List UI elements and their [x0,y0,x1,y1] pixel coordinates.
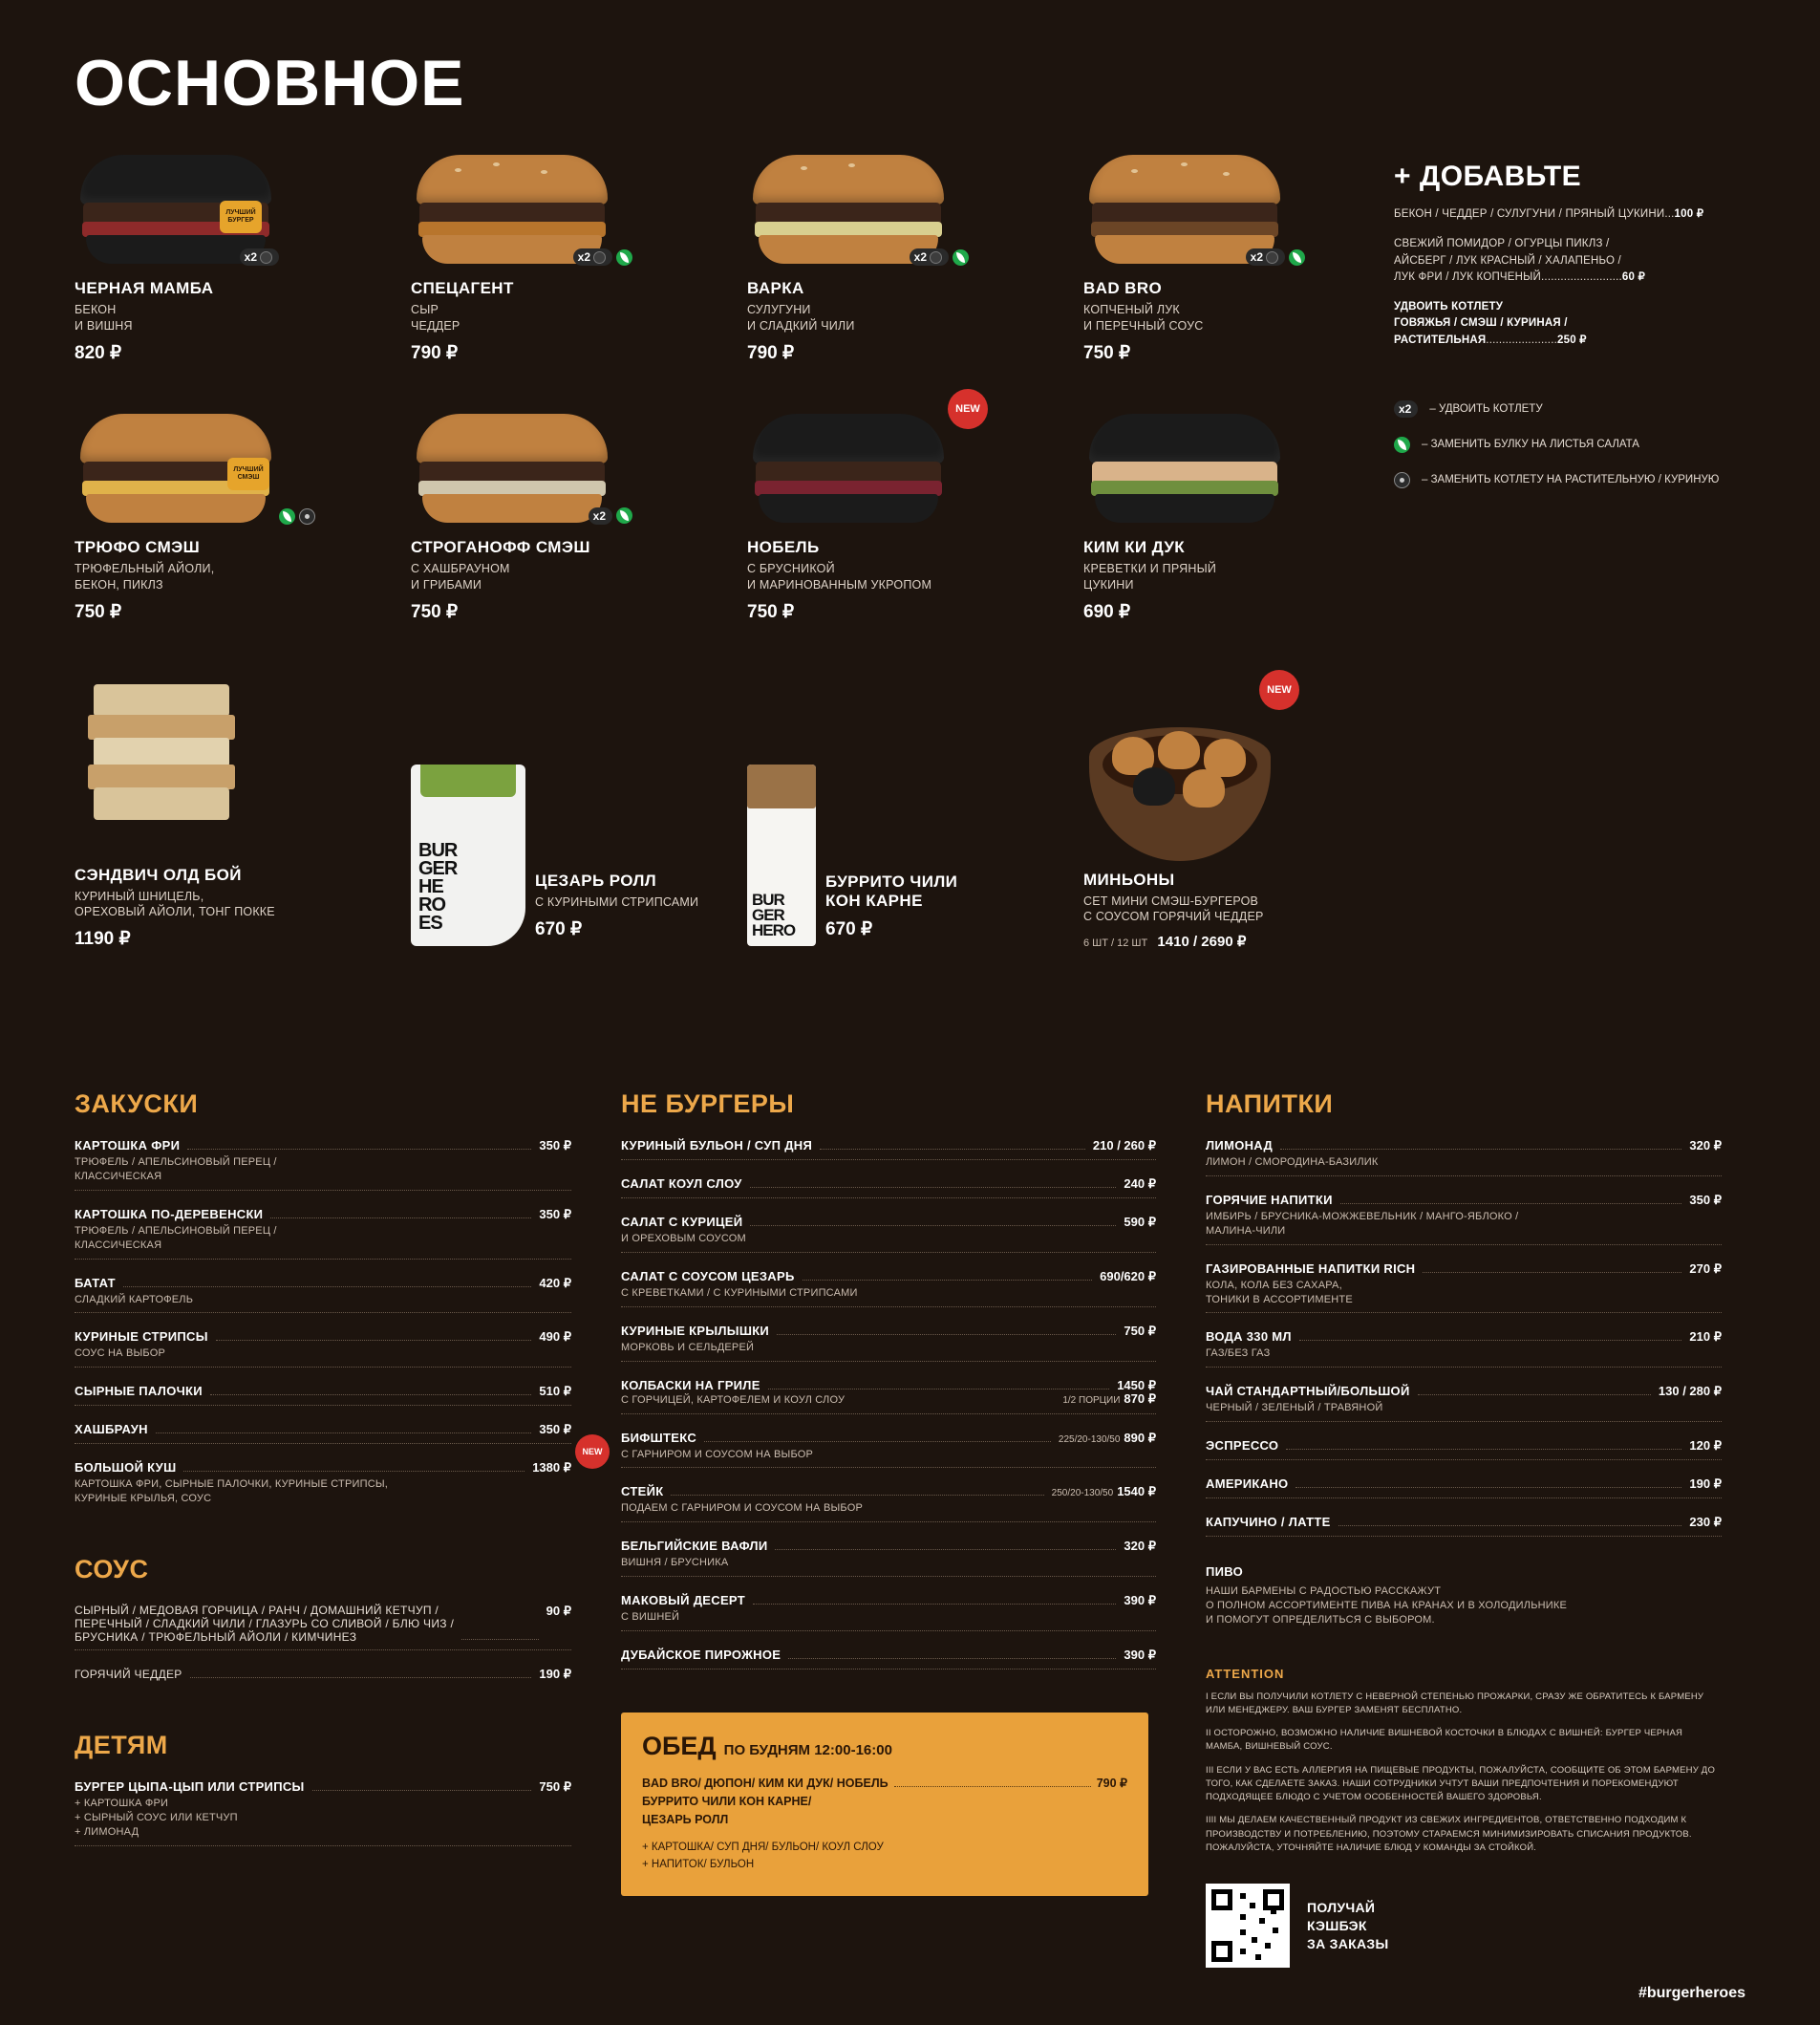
item-price: 420 ₽ [539,1275,571,1290]
menu-item[interactable] [75,1329,571,1384]
item-price: 350 ₽ [539,1138,571,1153]
item-desc: ТРЮФЕЛЬ / АПЕЛЬСИНОВЫЙ ПЕРЕЦ / КЛАССИЧЕСКАЯ [75,1156,277,1183]
burger-price: 750 ₽ [747,601,795,622]
item-name: ЦЕЗАРЬ РОЛЛ [535,872,657,891]
burrito-icon [747,765,816,946]
item-name: КУРИНЫЙ БУЛЬОН / СУП ДНЯ [621,1138,813,1153]
legend-row-veg-patty [1394,472,1745,488]
addon-row: СВЕЖИЙ ПОМИДОР / ОГУРЦЫ ПИКЛЗ / АЙСБЕРГ / ЛУК КРАСНЫЙ / ХАЛАПЕНЬО / ЛУК ФРИ / ЛУК КОПЧЕНЫЙ.........................60 ₽ [1394,238,1646,283]
legend-text: – ЗАМЕНИТЬ БУЛКУ НА ЛИСТЬЯ САЛАТА [1422,439,1639,451]
item-desc: ПОДАЕМ С ГАРНИРОМ И СОУСОМ НА ВЫБОР [621,1502,864,1515]
item-name: ГОРЯЧИЙ ЧЕДДЕР [75,1668,182,1681]
qr-code-icon[interactable] [1206,1884,1290,1968]
item-desc: ЛИМОН / СМОРОДИНА-БАЗИЛИК [1206,1156,1379,1169]
item-name: СЭНДВИЧ ОЛД БОЙ [75,865,242,884]
item-desc: ТРЮФЕЛЬ / АПЕЛЬСИНОВЫЙ ПЕРЕЦ / КЛАССИЧЕСКАЯ [75,1224,277,1251]
item-weight: 250/20-130/50 [1051,1488,1114,1499]
burger-badges [910,248,969,266]
burger-badges [240,248,279,266]
item-desc: И ОРЕХОВЫМ СОУСОМ [621,1233,746,1245]
badge-double-patty: x2 [573,248,612,266]
item-price: 90 ₽ [546,1604,571,1618]
menu-item[interactable] [621,1648,1156,1686]
menu-item[interactable] [621,1539,1156,1593]
item-name: ЛИМОНАД [1206,1138,1274,1153]
item-price: 210 / 260 ₽ [1092,1138,1156,1153]
menu-item[interactable] [1206,1476,1722,1515]
burger-desc: СЫР ЧЕДДЕР [411,303,460,333]
item-weight: 225/20-130/50 [1058,1433,1121,1445]
burger-price: 790 ₽ [411,342,459,363]
menu-item[interactable] [75,1384,571,1422]
burger-image [75,404,411,528]
item-half-price: 870 ₽ [1124,1390,1156,1406]
burger-badges [1246,248,1305,266]
burger-card-kim-ki-duk[interactable] [1083,404,1420,623]
item-price: 350 ₽ [539,1422,571,1437]
new-badge: NEW [1259,670,1299,710]
item-name: ДУБАЙСКОЕ ПИРОЖНОЕ [621,1648,782,1662]
item-desc: КАРТОШКА ФРИ, СЫРНЫЕ ПАЛОЧКИ, КУРИНЫЕ СТРИПСЫ, КУРИНЫЕ КРЫЛЬЯ, СОУС [75,1478,389,1505]
burger-price: 750 ₽ [75,601,122,622]
lunch-title: ОБЕД [642,1732,717,1760]
item-name: ГОРЯЧИЕ НАПИТКИ [1206,1193,1333,1208]
item-name: МИНЬОНЫ [1083,870,1175,889]
item-desc: С КРЕВЕТКАМИ / С КУРИНЫМИ СТРИПСАМИ [621,1287,858,1300]
burger-name: СПЕЦАГЕНТ [411,279,514,297]
menu-item[interactable] [75,1138,571,1207]
badge-double-patty-icon: x2 [1394,400,1418,418]
item-name: СТЕЙК [621,1484,664,1499]
veg-patty-icon [1394,472,1410,488]
badge-double-patty: x2 [1246,248,1285,266]
addons-panel [1394,161,1745,507]
sandwich-icon [80,684,243,856]
wrap-label: BUR GER HE RO ES [418,840,458,935]
burger-row-3 [75,665,1745,951]
item-price: 1410 / 2690 ₽ [1157,934,1247,951]
burger-price: 820 ₽ [75,342,122,363]
addon-text: БЕКОН / ЧЕДДЕР / СУЛУГУНИ / ПРЯНЫЙ ЦУКИНИ [1394,208,1665,220]
addon-price: 60 ₽ [1621,270,1646,283]
burger-card-chernaya-mamba[interactable] [75,145,411,364]
beer-block [1206,1564,1722,1634]
item-desc: С ГАРНИРОМ И СОУСОМ НА ВЫБОР [621,1448,814,1460]
item-price: 270 ₽ [1689,1260,1722,1276]
burger-badges [589,507,632,525]
burger-card-varka[interactable] [747,145,1083,364]
item-price: 240 ₽ [1124,1176,1156,1192]
menu-item[interactable] [621,1324,1156,1378]
menu-item[interactable] [1206,1261,1722,1330]
item-price: 320 ₽ [1689,1138,1722,1153]
burger-price: 750 ₽ [1083,342,1131,363]
attention-paragraph: II ОСТОРОЖНО, ВОЗМОЖНО НАЛИЧИЕ ВИШНЕВОЙ КОСТОЧКИ В БЛЮДАХ С ВИШНЕЙ: БУРГЕР ЧЕРНАЯ МАМБА, ВИШНЕВЫЙ СОУС. [1206,1728,1683,1753]
menu-item[interactable] [621,1484,1156,1539]
menu-item[interactable] [621,1138,1156,1176]
menu-item[interactable] [75,1276,571,1330]
burger-image [411,404,747,528]
addon-price: 100 ₽ [1674,208,1704,220]
menu-item[interactable] [1206,1138,1722,1193]
item-name: БИФШТЕКС [621,1430,697,1445]
item-half-label: 1/2 ПОРЦИИ [1062,1394,1121,1406]
item-price: 750 ₽ [1124,1323,1156,1338]
lunch-subtitle: ПО БУДНЯМ 12:00-16:00 [723,1742,892,1758]
beer-desc: НАШИ БАРМЕНЫ С РАДОСТЬЮ РАССКАЖУТ О ПОЛНОМ АССОРТИМЕНТЕ ПИВА НА КРАНАХ И В ХОЛОДИЛЬНИКЕ И ПОМОГУТ ОПРЕДЕЛИТЬСЯ С ВЫБОРОМ. [1206,1585,1568,1626]
new-badge: NEW [948,389,988,429]
column-drinks [1206,1089,1722,1968]
burger-desc: КРЕВЕТКИ И ПРЯНЫЙ ЦУКИНИ [1083,561,1217,592]
attention-paragraph: IIII МЫ ДЕЛАЕМ КАЧЕСТВЕННЫЙ ПРОДУКТ ИЗ СВЕЖИХ ИНГРЕДИЕНТОВ, ОТВЕТСТВЕННО ПОДХОДИМ К ПРОИЗВОДСТВУ И ПОТРЕБЛЕНИЮ, ПОЭТОМУ СТАРАЕМСЯ МИНИМИЗИРОВАТЬ СПИСАНИЯ ПРОДУКТОВ. ПОЖАЛУЙСТА, УТОЧНЯЙТЕ НАЛИЧИЕ БЛЮД У КОМАНДЫ ЗА СТОЙКОЙ. [1206,1815,1692,1853]
item-price: 510 ₽ [539,1384,571,1399]
burger-card-bad-bro[interactable] [1083,145,1420,364]
burger-badges [573,248,632,266]
column-snacks [75,1089,571,1968]
award-icon: ЛУЧШИЙ БУРГЕР [220,201,262,233]
wrap-icon [411,765,525,946]
menu-item[interactable] [621,1176,1156,1215]
menu-item[interactable] [1206,1384,1722,1438]
section-title-sauce: СОУС [75,1555,149,1583]
item-desc: + КАРТОШКА ФРИ + СЫРНЫЙ СОУС ИЛИ КЕТЧУП + ЛИМОНАД [75,1798,238,1838]
legend-row-double [1394,400,1745,418]
item-price: 350 ₽ [539,1206,571,1221]
legend-row-salad-bun [1394,437,1745,453]
item-desc: С ВИШНЕЙ [621,1611,680,1624]
burger-icon [417,414,608,528]
burger-image [1083,145,1420,269]
item-card-burrito-chili-con-carne[interactable] [747,765,1083,950]
brand-hashtag: #burgerheroes [1638,1985,1745,2002]
item-card-caesar-roll[interactable] [411,765,747,950]
item-desc: КОЛА, КОЛА БЕЗ САХАРА, ТОНИКИ В АССОРТИМЕНТЕ [1206,1279,1353,1305]
addon-text: УДВОИТЬ КОТЛЕТУ ГОВЯЖЬЯ / СМЭШ / КУРИНАЯ / РАСТИТЕЛЬНАЯ [1394,301,1568,346]
section-title-kids: ДЕТЯМ [75,1731,168,1759]
item-price: 390 ₽ [1124,1593,1156,1608]
item-name: КАРТОШКА ФРИ [75,1138,181,1153]
menu-item[interactable] [75,1667,571,1689]
item-name: АМЕРИКАНО [1206,1476,1289,1492]
burger-price: 790 ₽ [747,342,795,363]
burger-desc: КОПЧЕНЫЙ ЛУК И ПЕРЕЧНЫЙ СОУС [1083,303,1204,333]
burger-name: ТРЮФО СМЭШ [75,537,201,556]
burger-image [747,145,1083,269]
item-desc: С ГОРЧИЦЕЙ, КАРТОФЕЛЕМ И КОУЛ СЛОУ [621,1393,846,1406]
item-name: КОЛБАСКИ НА ГРИЛЕ [621,1377,760,1392]
sandwich-image [75,665,411,856]
veg-patty-icon [299,508,315,525]
addon-row: БЕКОН / ЧЕДДЕР / СУЛУГУНИ / ПРЯНЫЙ ЦУКИНИ...100 ₽ [1394,208,1704,220]
item-name: КУРИНЫЕ СТРИПСЫ [75,1329,208,1345]
item-price: 690/620 ₽ [1100,1269,1156,1284]
item-desc: ГАЗ/БЕЗ ГАЗ [1206,1347,1271,1360]
addon-text: СВЕЖИЙ ПОМИДОР / ОГУРЦЫ ПИКЛЗ / АЙСБЕРГ / ЛУК КРАСНЫЙ / ХАЛАПЕНЬО / ЛУК ФРИ / ЛУК КОПЧЕНЫЙ [1394,238,1621,283]
menu-item[interactable] [75,1422,571,1460]
burger-card-nobel[interactable] [747,404,1083,623]
leaf-icon [616,507,632,524]
legend-text: – ЗАМЕНИТЬ КОТЛЕТУ НА РАСТИТЕЛЬНУЮ / КУРИНУЮ [1422,474,1720,486]
menu-item[interactable] [1206,1438,1722,1476]
item-desc: С КУРИНЫМИ СТРИПСАМИ [535,895,699,910]
item-price: 230 ₽ [1689,1515,1722,1530]
item-name: КАРТОШКА ПО-ДЕРЕВЕНСКИ [75,1206,264,1221]
item-name: БЕЛЬГИЙСКИЕ ВАФЛИ [621,1539,768,1554]
legend-text: – УДВОИТЬ КОТЛЕТУ [1429,402,1543,415]
item-price: 750 ₽ [539,1779,571,1794]
item-price: 490 ₽ [539,1329,571,1345]
burger-name: BAD BRO [1083,279,1163,297]
item-name: БУРРИТО ЧИЛИ КОН КАРНЕ [825,872,958,911]
item-name: ГАЗИРОВАННЫЕ НАПИТКИ RICH [1206,1260,1416,1276]
burger-desc: ТРЮФЕЛЬНЫЙ АЙОЛИ, БЕКОН, ПИКЛЗ [75,561,215,592]
burger-card-specagent[interactable] [411,145,747,364]
burger-name: ЧЕРНАЯ МАМБА [75,279,214,297]
item-card-sandwich-old-boy[interactable] [75,665,411,951]
item-desc: СЛАДКИЙ КАРТОФЕЛЬ [75,1293,194,1305]
item-name: БАТАТ [75,1275,116,1290]
burger-image [75,145,411,269]
attention-paragraph: I ЕСЛИ ВЫ ПОЛУЧИЛИ КОТЛЕТУ С НЕВЕРНОЙ СТЕПЕНЬЮ ПРОЖАРКИ, СРАЗУ ЖЕ ОБРАТИТЕСЬ К БАРМЕНУ ИЛИ МЕНЕДЖЕРУ. ВАШ БУРГЕР ЗАМЕНЯТ БЕСПЛАТНО. [1206,1691,1704,1715]
badge-double-patty: x2 [910,248,949,266]
bowl-icon [1089,718,1271,861]
lunch-price: 790 ₽ [1096,1777,1127,1790]
burger-desc: БЕКОН И ВИШНЯ [75,303,133,333]
menu-item[interactable] [582,1430,1156,1485]
item-desc: МОРКОВЬ И СЕЛЬДЕРЕЙ [621,1341,755,1353]
bowl-image [1083,670,1420,861]
legend [1394,400,1745,488]
item-price-value: 1540 ₽ [1117,1484,1156,1499]
leaf-icon [1289,249,1305,266]
beer-title: ПИВО [1206,1564,1244,1580]
menu-item[interactable] [1206,1515,1722,1553]
menu-item[interactable] [75,1460,571,1513]
item-price: 390 ₽ [1124,1648,1156,1662]
burger-card-stroganoff-smesh[interactable] [411,404,747,623]
item-desc: ВИШНЯ / БРУСНИКА [621,1557,729,1569]
burger-image [1083,404,1420,528]
award-icon: ЛУЧШИЙ СМЭШ [227,458,269,490]
item-price: 670 ₽ [535,919,583,940]
burrito-label: BUR GER HERO [752,890,796,940]
menu-item[interactable] [621,1378,1156,1431]
item-desc: СОУС НА ВЫБОР [75,1347,166,1360]
item-name: ЭСПРЕССО [1206,1438,1279,1454]
burger-badges [279,508,315,525]
item-price: 670 ₽ [825,919,873,940]
item-name: БОЛЬШОЙ КУШ [75,1460,177,1476]
item-price: 320 ₽ [1124,1539,1156,1554]
item-name: МАКОВЫЙ ДЕСЕРТ [621,1593,745,1608]
item-name: ХАШБРАУН [75,1422,148,1437]
item-price: 350 ₽ [1689,1193,1722,1208]
item-price: 590 ₽ [1124,1215,1156,1230]
burger-image [747,404,1083,528]
addon-price: 250 ₽ [1557,334,1587,346]
item-name: СЫРНЫЕ ПАЛОЧКИ [75,1384,203,1399]
item-price: 1380 ₽ [532,1460,571,1476]
lower-sections [0,1055,1820,2025]
burger-name: НОБЕЛЬ [747,537,820,556]
leaf-icon [1394,437,1410,453]
leaf-icon [279,508,295,525]
item-desc: СЕТ МИНИ СМЭШ-БУРГЕРОВ С СОУСОМ ГОРЯЧИЙ ЧЕДДЕР [1083,894,1264,924]
cashback-block[interactable] [1206,1884,1722,1968]
lunch-offer-box[interactable] [621,1713,1148,1896]
menu-item[interactable] [75,1604,571,1667]
item-price-value: 890 ₽ [1124,1430,1156,1445]
addons-title: + ДОБАВЬТЕ [1394,161,1582,192]
item-name: ЧАЙ СТАНДАРТНЫЙ/БОЛЬШОЙ [1206,1384,1410,1399]
burger-icon [1089,414,1280,528]
section-title-not-burgers: НЕ БУРГЕРЫ [621,1089,795,1119]
burger-name: КИМ КИ ДУК [1083,537,1186,556]
burger-image [411,145,747,269]
menu-item[interactable] [621,1269,1156,1324]
attention-paragraph: III ЕСЛИ У ВАС ЕСТЬ АЛЛЕРГИЯ НА ПИЩЕВЫЕ ПРОДУКТЫ, ПОЖАЛУЙСТА, СООБЩИТЕ ОБ ЭТОМ БАРМЕНУ ДО ТОГО, КАК СДЕЛАЕТЕ ЗАКАЗ. НАШИ СОТРУДНИКИ УЧТУТ ВАШИ ПРЕДПОЧТЕНИЯ И ПОРЕКОМЕНДУЮТ ПОДХОДЯЩЕЕ БЛЮДО С УЧЕТОМ ОСОБЕННОСТЕЙ ВАШЕГО ЗДОРОВЬЯ. [1206,1764,1716,1803]
menu-item[interactable] [75,1207,571,1276]
burger-price: 750 ₽ [411,601,459,622]
page-title: ОСНОВНОЕ [75,47,465,119]
item-price: 190 ₽ [1689,1476,1722,1492]
item-price: 130 / 280 ₽ [1658,1384,1722,1399]
item-desc: КУРИНЫЙ ШНИЦЕЛЬ, ОРЕХОВЫЙ АЙОЛИ, ТОНГ ПОККЕ [75,889,275,919]
lunch-extras: + КАРТОШКА/ СУП ДНЯ/ БУЛЬОН/ КОУЛ СЛОУ + НАПИТОК/ БУЛЬОН [642,1842,884,1870]
burger-card-tryufo-smesh[interactable] [75,404,411,623]
item-desc: ЧЕРНЫЙ / ЗЕЛЕНЫЙ / ТРАВЯНОЙ [1206,1402,1383,1414]
item-price: 1190 ₽ [75,929,131,950]
leaf-icon [953,249,969,266]
column-not-burgers [582,1089,1156,1968]
menu-item[interactable] [621,1593,1156,1648]
item-price: 210 ₽ [1689,1329,1722,1345]
burger-icon [753,414,944,528]
menu-item[interactable] [1206,1329,1722,1384]
section-title-drinks: НАПИТКИ [1206,1089,1334,1119]
item-price: 1450 ₽ [1117,1377,1156,1392]
item-price: 120 ₽ [1689,1438,1722,1454]
item-card-minyony[interactable] [1083,670,1420,951]
leaf-icon [616,249,632,266]
item-name: СЫРНЫЙ / МЕДОВАЯ ГОРЧИЦА / РАНЧ / ДОМАШНИЙ КЕТЧУП / ПЕРЕЧНЫЙ / СЛАДКИЙ ЧИЛИ / ГЛАЗУРЬ СО СЛИВОЙ / БЛЮ ЧИЗ / БРУСНИКА / ТРЮФЕЛЬНЫЙ АЙОЛИ / КИМЧИНЕЗ [75,1604,455,1644]
burger-name: ВАРКА [747,279,804,297]
burger-desc: С БРУСНИКОЙ И МАРИНОВАННЫМ УКРОПОМ [747,561,932,592]
burger-desc: СУЛУГУНИ И СЛАДКИЙ ЧИЛИ [747,303,855,333]
item-name: САЛАТ КОУЛ СЛОУ [621,1176,742,1192]
item-name: САЛАТ С КУРИЦЕЙ [621,1215,743,1230]
badge-double-patty: x2 [240,248,279,266]
item-name: КАПУЧИНО / ЛАТТЕ [1206,1515,1331,1530]
item-name: КУРИНЫЕ КРЫЛЫШКИ [621,1323,770,1338]
burger-desc: С ХАШБРАУНОМ И ГРИБАМИ [411,561,510,592]
item-price-note: 6 ШТ / 12 ШТ [1083,937,1148,950]
attention-title: ATTENTION [1206,1666,1285,1681]
menu-item[interactable] [1206,1193,1722,1261]
badge-double-patty: x2 [589,507,612,525]
cashback-text: ПОЛУЧАЙ КЭШБЭК ЗА ЗАКАЗЫ [1307,1899,1389,1951]
item-name: САЛАТ С СОУСОМ ЦЕЗАРЬ [621,1269,795,1284]
item-name: БУРГЕР ЦЫПА-ЦЫП ИЛИ СТРИПСЫ [75,1779,305,1794]
addon-row: УДВОИТЬ КОТЛЕТУ ГОВЯЖЬЯ / СМЭШ / КУРИНАЯ / РАСТИТЕЛЬНАЯ......................250 ₽ [1394,301,1587,346]
section-title-snacks: ЗАКУСКИ [75,1089,199,1119]
burger-name: СТРОГАНОФФ СМЭШ [411,537,590,556]
item-desc: ИМБИРЬ / БРУСНИКА-МОЖЖЕВЕЛЬНИК / МАНГО-ЯБЛОКО / МАЛИНА-ЧИЛИ [1206,1211,1519,1237]
menu-item[interactable] [621,1215,1156,1269]
menu-item[interactable] [75,1779,571,1863]
lunch-items: BAD BRO/ ДЮПОН/ КИМ КИ ДУК/ НОБЕЛЬ БУРРИТО ЧИЛИ КОН КАРНЕ/ ЦЕЗАРЬ РОЛЛ [642,1777,889,1826]
item-name: ВОДА 330 МЛ [1206,1329,1292,1345]
new-badge: NEW [575,1434,610,1469]
item-price: 190 ₽ [539,1667,571,1681]
burger-price: 690 ₽ [1083,601,1131,622]
